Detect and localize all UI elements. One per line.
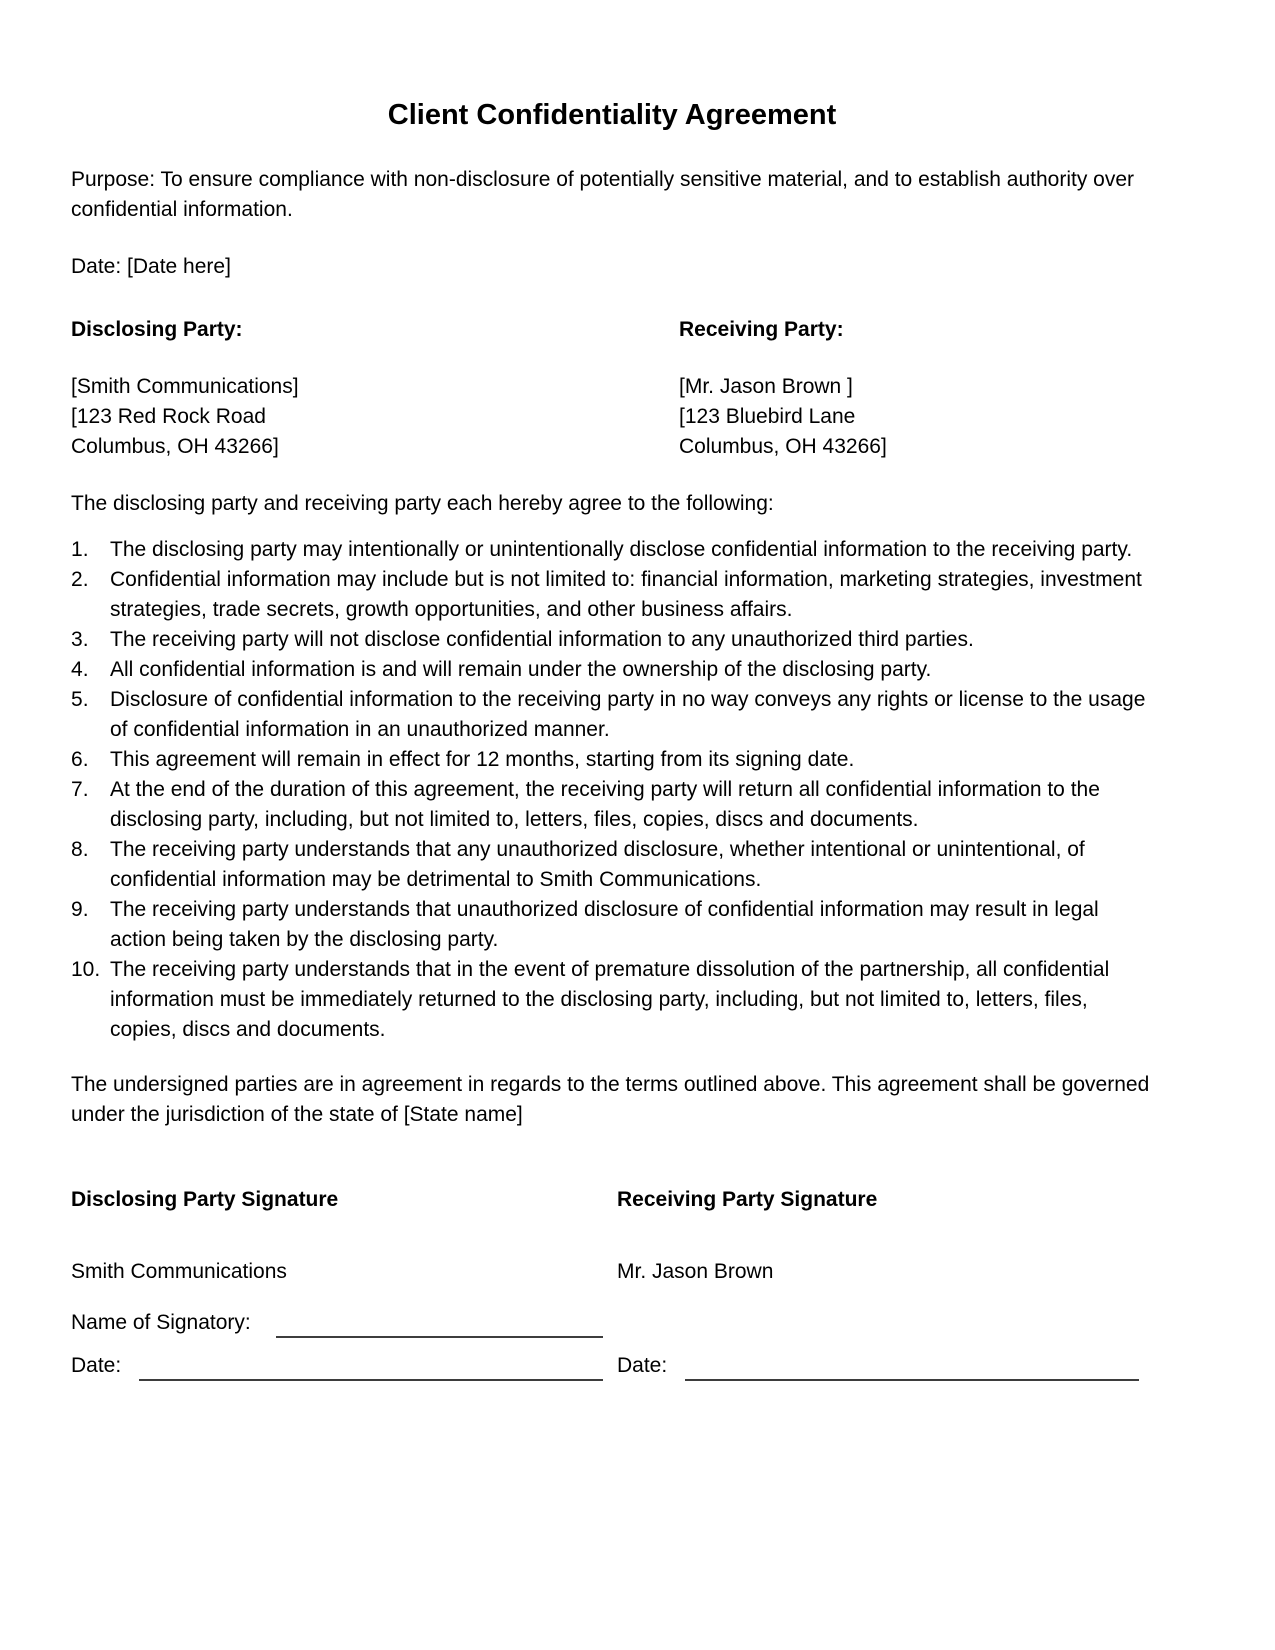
signature-spacer — [617, 1302, 1139, 1345]
terms-list — [71, 535, 1153, 1045]
purpose-paragraph: Purpose: To ensure compliance with non-disclosure of potentially sensitive material, and to establish authority over confidential information. — [71, 168, 1135, 221]
disclosing-party-address-line-2: Columbus, OH 43266] — [71, 435, 279, 458]
term-item-10: The receiving party understands that in the event of premature dissolution of the partnership, all confidential information must be immediately returned to the disclosing party, including, but not limited to, letters, files, copies, discs and documents. — [110, 958, 1110, 1041]
term-item-2: Confidential information may include but is not limited to: financial information, marketing strategies, investment strategies, trade secrets, growth opportunities, and other business affairs. — [110, 568, 1142, 621]
term-item-1: The disclosing party may intentionally or unintentionally disclose confidential information to the receiving party. — [110, 538, 1133, 561]
signatory-name-row — [71, 1302, 603, 1338]
receiving-party-address-line-1: [123 Bluebird Lane — [679, 405, 856, 428]
receiving-party-address-line-2: Columbus, OH 43266] — [679, 435, 887, 458]
parties-section — [71, 315, 1153, 462]
receiving-date-row — [617, 1345, 1139, 1381]
disclosing-date-line — [139, 1349, 603, 1381]
receiving-party-heading: Receiving Party: — [679, 318, 844, 341]
term-item-8: The receiving party understands that any unauthorized disclosure, whether intentional or unintentional, of confidential information may be detrimental to Smith Communications. — [110, 838, 1085, 891]
signature-section — [71, 1185, 1153, 1381]
term-item-7: At the end of the duration of this agreement, the receiving party will return all confidential information to the disclosing party, including, but not limited to, letters, files, copies, discs and documents. — [110, 778, 1100, 831]
disclosing-party-name: [Smith Communications] — [71, 375, 299, 398]
receiving-signature-heading: Receiving Party Signature — [617, 1188, 878, 1211]
disclosing-party-heading: Disclosing Party: — [71, 318, 243, 341]
disclosing-party-block — [71, 315, 679, 462]
receiving-signature-column — [617, 1185, 1153, 1381]
disclosing-signature-column — [71, 1185, 617, 1381]
receiving-date-label: Date: — [617, 1354, 668, 1377]
disclosing-date-label: Date: — [71, 1354, 122, 1377]
term-item-9: The receiving party understands that unauthorized disclosure of confidential information may result in legal action being taken by the disclosing party. — [110, 898, 1099, 951]
disclosing-date-row — [71, 1345, 603, 1381]
agreement-intro: The disclosing party and receiving party each hereby agree to the following: — [71, 492, 774, 515]
disclosing-signature-name: Smith Communications — [71, 1260, 287, 1283]
signatory-name-label: Name of Signatory: — [71, 1311, 251, 1334]
term-item-5: Disclosure of confidential information to the receiving party in no way conveys any rights or license to the usage of confidential information in an unauthorized manner. — [110, 688, 1146, 741]
receiving-party-name: [Mr. Jason Brown ] — [679, 375, 853, 398]
term-item-6: This agreement will remain in effect for 12 months, starting from its signing date. — [110, 748, 855, 771]
document-title: Client Confidentiality Agreement — [387, 99, 837, 131]
receiving-signature-name: Mr. Jason Brown — [617, 1260, 774, 1283]
receiving-party-block — [679, 315, 1153, 462]
date-line: Date: [Date here] — [71, 255, 231, 278]
signatory-name-line — [276, 1306, 603, 1338]
receiving-date-line — [685, 1349, 1139, 1381]
closing-paragraph: The undersigned parties are in agreement in regards to the terms outlined above. This agreement shall be governed under the jurisdiction of the state of [State name] — [71, 1073, 1150, 1126]
disclosing-signature-heading: Disclosing Party Signature — [71, 1188, 339, 1211]
term-item-3: The receiving party will not disclose confidential information to any unauthorized third parties. — [110, 628, 974, 651]
term-item-4: All confidential information is and will remain under the ownership of the disclosing party. — [110, 658, 932, 681]
disclosing-party-address-line-1: [123 Red Rock Road — [71, 405, 266, 428]
